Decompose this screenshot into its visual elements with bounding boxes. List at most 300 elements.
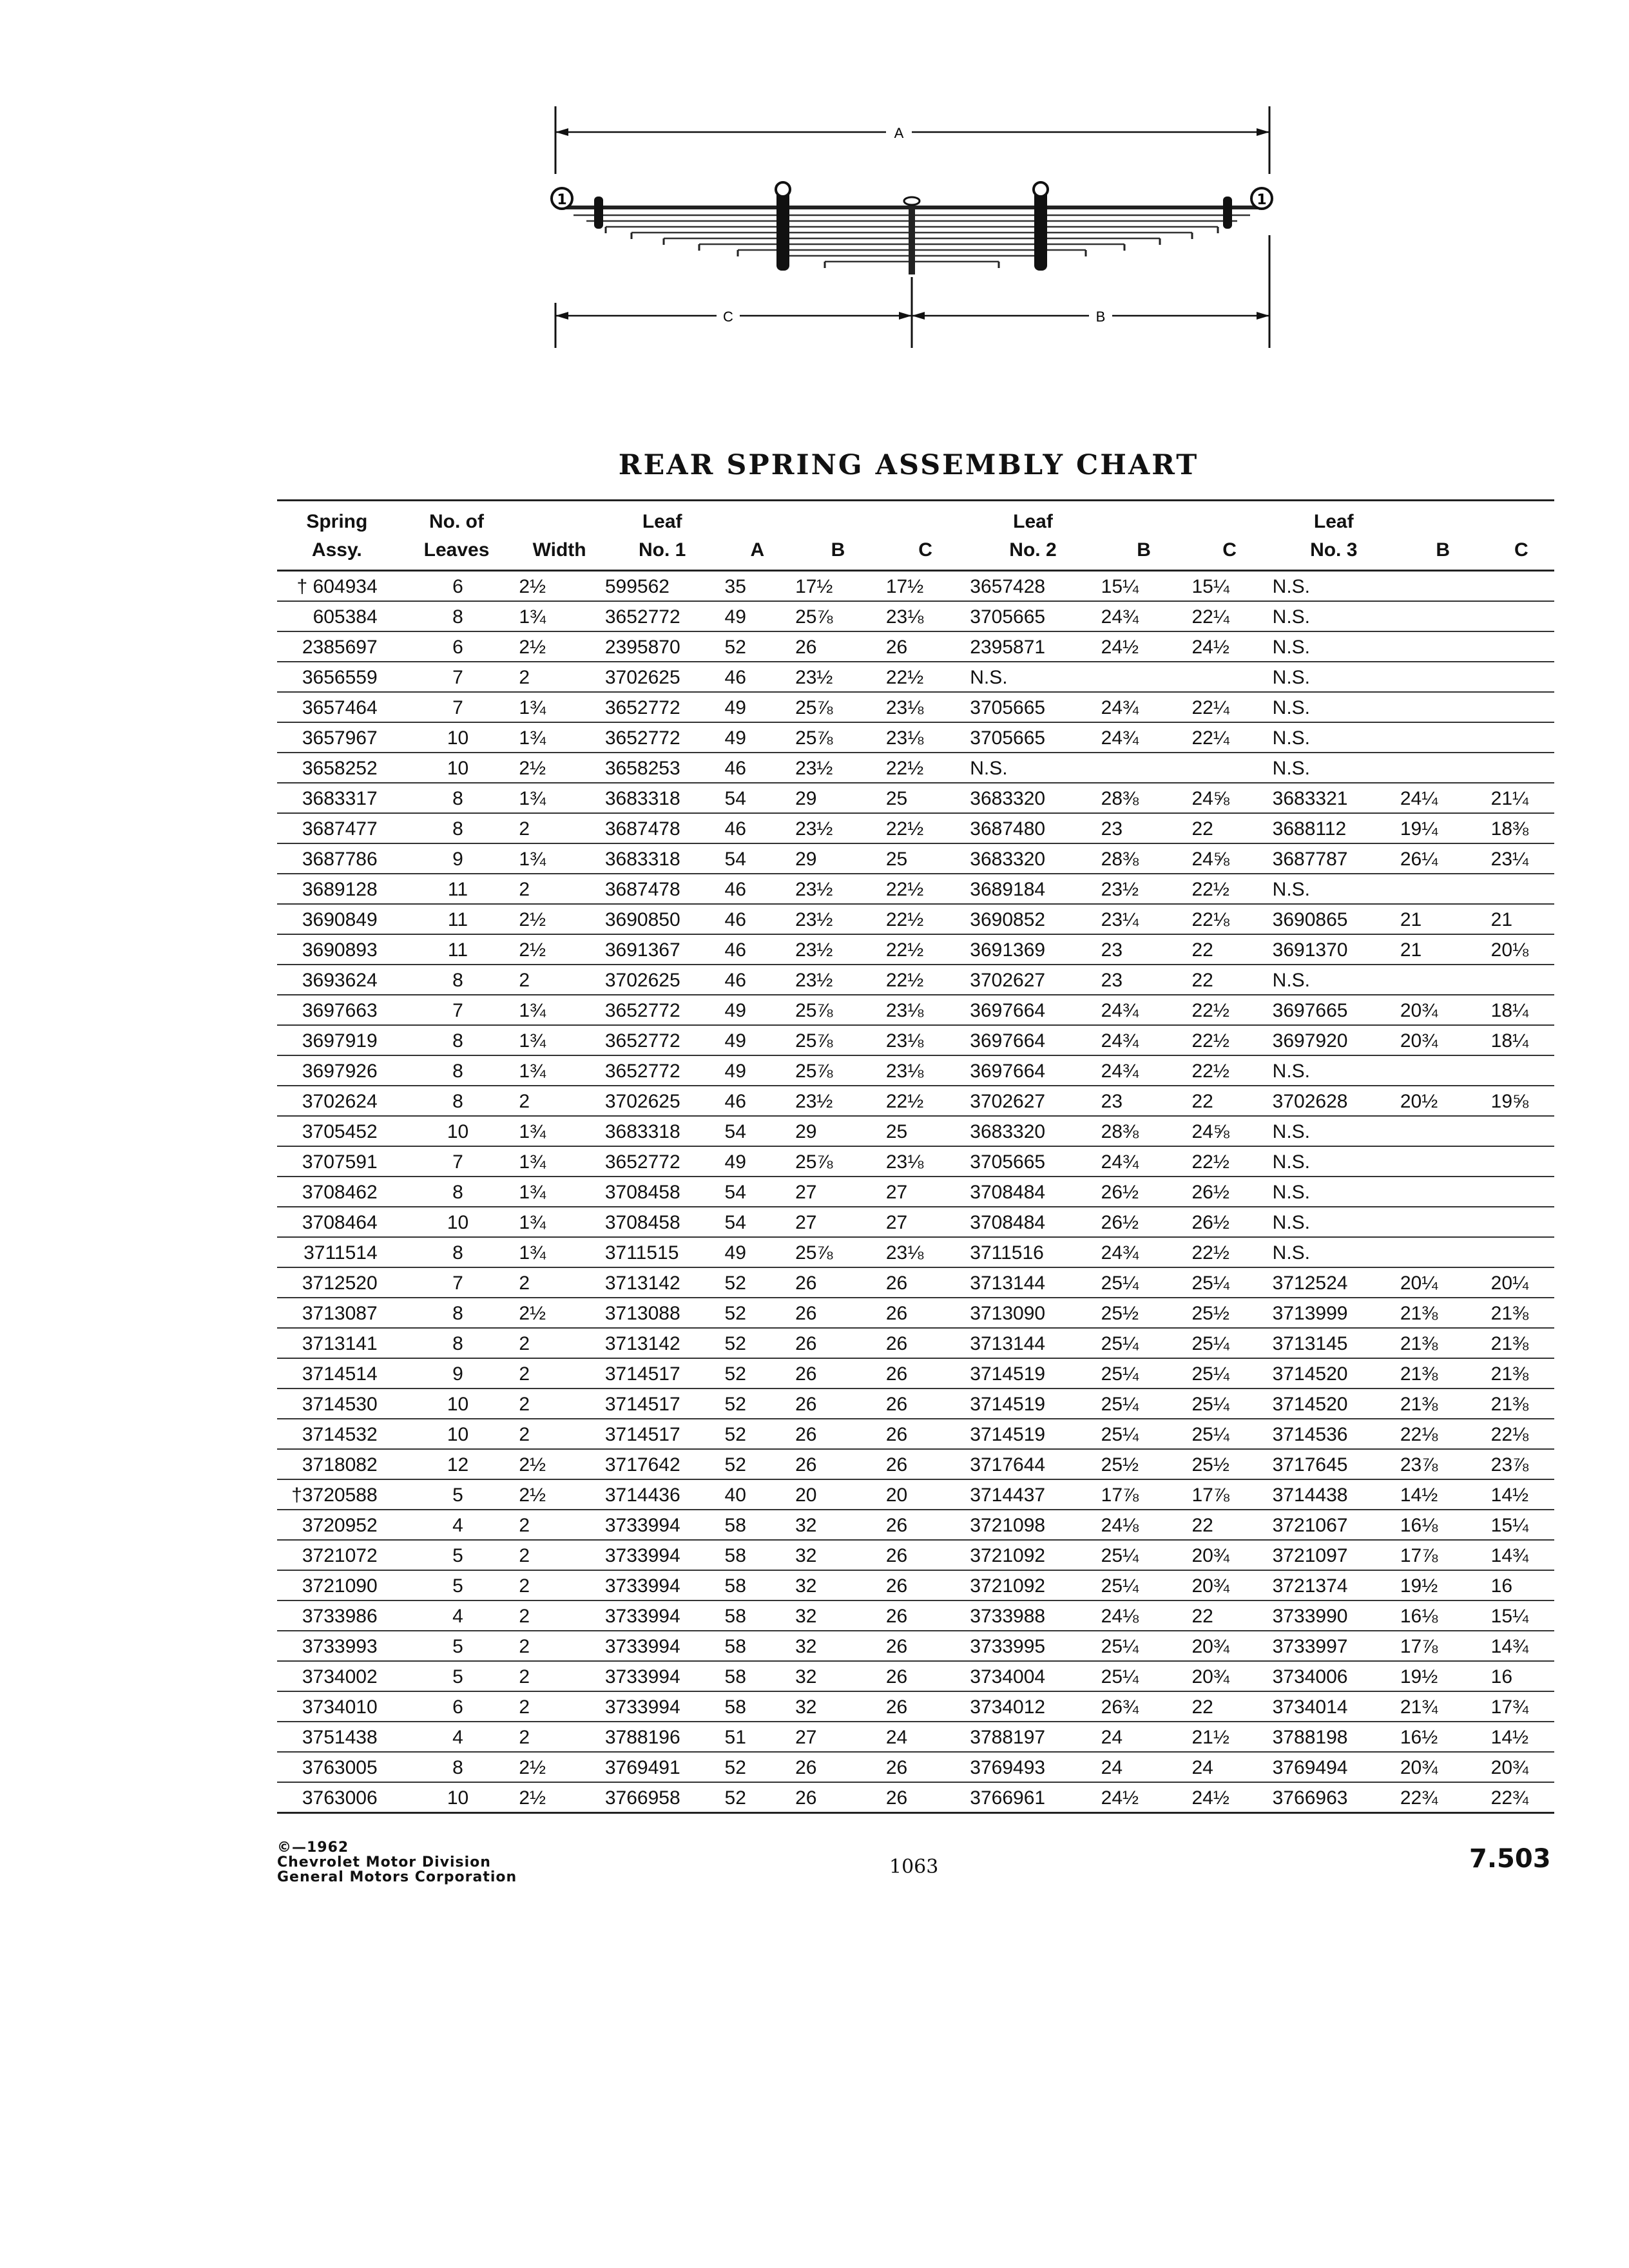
cell-leaf-3: N.S. [1270, 722, 1398, 753]
cell-c1: 22½ [883, 904, 967, 934]
cell-c1: 26 [883, 1691, 967, 1722]
cell-a: 52 [722, 1328, 793, 1358]
table-row [277, 1419, 1554, 1449]
footer-corporation: General Motors Corporation [277, 1869, 517, 1885]
cell-leaves: 7 [397, 1146, 517, 1177]
cell-spring-assy: 3683317 [277, 783, 397, 813]
cell-leaf-2: 3697664 [967, 1055, 1098, 1086]
cell-b3: 17⅞ [1398, 1631, 1489, 1661]
cell-a: 46 [722, 662, 793, 692]
cell-b3: 19½ [1398, 1570, 1489, 1600]
table-row [277, 722, 1554, 753]
cell-leaf-2: 3713144 [967, 1328, 1098, 1358]
col-header-leaf-1: Leaf No. 1 [602, 501, 722, 571]
table-row [277, 1722, 1554, 1752]
cell-a: 49 [722, 1146, 793, 1177]
cell-b2: 28⅜ [1099, 1116, 1190, 1146]
table-row [277, 1025, 1554, 1055]
cell-c2: 22¼ [1189, 692, 1269, 722]
cell-leaf-2: 3705665 [967, 1146, 1098, 1177]
cell-b1: 32 [793, 1631, 883, 1661]
cell-leaf-3: N.S. [1270, 692, 1398, 722]
cell-c2 [1189, 662, 1269, 692]
cell-b2: 26¾ [1099, 1691, 1190, 1722]
table-row [277, 843, 1554, 874]
cell-leaf-3: 3733997 [1270, 1631, 1398, 1661]
footer-division: Chevrolet Motor Division [277, 1854, 491, 1870]
cell-b1: 26 [793, 1328, 883, 1358]
cell-leaf-1: 3702625 [602, 662, 722, 692]
cell-leaves: 8 [397, 1298, 517, 1328]
cell-c2: 20¾ [1189, 1661, 1269, 1691]
cell-width: 1¾ [516, 843, 602, 874]
cell-spring-assy: 3708464 [277, 1207, 397, 1237]
cell-b3 [1398, 965, 1489, 995]
cell-leaf-2: 3713144 [967, 1267, 1098, 1298]
cell-c1: 22½ [883, 934, 967, 965]
cell-c2: 20¾ [1189, 1540, 1269, 1570]
cell-leaf-3: 3714536 [1270, 1419, 1398, 1449]
cell-b3 [1398, 1146, 1489, 1177]
col-header-c2: C [1189, 501, 1269, 571]
table-row [277, 1691, 1554, 1722]
cell-b2: 24⅛ [1099, 1510, 1190, 1540]
cell-b2: 24 [1099, 1722, 1190, 1752]
cell-leaf-2: 3733995 [967, 1631, 1098, 1661]
cell-b2: 24¾ [1099, 1146, 1190, 1177]
cell-b3: 24¼ [1398, 783, 1489, 813]
cell-b1: 25⅞ [793, 601, 883, 631]
cell-b2: 28⅜ [1099, 843, 1190, 874]
cell-b3: 21⅜ [1398, 1298, 1489, 1328]
cell-c1: 23⅛ [883, 722, 967, 753]
cell-spring-assy: †3720588 [277, 1479, 397, 1510]
cell-leaf-3: 3733990 [1270, 1600, 1398, 1631]
cell-leaf-3: 3721374 [1270, 1570, 1398, 1600]
cell-leaf-2: 3717644 [967, 1449, 1098, 1479]
cell-spring-assy: 3763005 [277, 1752, 397, 1782]
cell-leaf-3: 3721097 [1270, 1540, 1398, 1570]
cell-leaf-1: 3658253 [602, 753, 722, 783]
cell-width: 1¾ [516, 1237, 602, 1267]
cell-leaf-1: 599562 [602, 571, 722, 602]
cell-leaf-1: 3714517 [602, 1419, 722, 1449]
cell-leaves: 10 [397, 1207, 517, 1237]
cell-b2: 25¼ [1099, 1661, 1190, 1691]
cell-c2: 22½ [1189, 1146, 1269, 1177]
cell-leaves: 7 [397, 692, 517, 722]
cell-b1: 25⅞ [793, 1237, 883, 1267]
cell-leaves: 4 [397, 1600, 517, 1631]
cell-leaf-3: 3687787 [1270, 843, 1398, 874]
cell-leaf-3: 3788198 [1270, 1722, 1398, 1752]
cell-c2: 22 [1189, 1510, 1269, 1540]
cell-b1: 26 [793, 631, 883, 662]
cell-c1: 26 [883, 1661, 967, 1691]
cell-c2: 22½ [1189, 1025, 1269, 1055]
table-row [277, 934, 1554, 965]
cell-c1: 26 [883, 1298, 967, 1328]
cell-spring-assy: 3714514 [277, 1358, 397, 1389]
cell-c1: 26 [883, 1752, 967, 1782]
cell-c1: 26 [883, 1449, 967, 1479]
cell-leaves: 8 [397, 813, 517, 843]
cell-c1: 26 [883, 1600, 967, 1631]
cell-c1: 25 [883, 843, 967, 874]
cell-c2: 21½ [1189, 1722, 1269, 1752]
cell-c3: 18¼ [1489, 1025, 1554, 1055]
cell-spring-assy: 3714532 [277, 1419, 397, 1449]
cell-leaf-2: 3788197 [967, 1722, 1098, 1752]
cell-b3: 20¾ [1398, 995, 1489, 1025]
cell-leaf-2: 3705665 [967, 722, 1098, 753]
cell-leaves: 4 [397, 1510, 517, 1540]
cell-a: 49 [722, 995, 793, 1025]
cell-leaf-1: 3652772 [602, 722, 722, 753]
cell-leaf-2: 3702627 [967, 965, 1098, 995]
cell-leaves: 10 [397, 753, 517, 783]
cell-spring-assy: 3693624 [277, 965, 397, 995]
cell-c1: 23⅛ [883, 1025, 967, 1055]
cell-b3: 20¾ [1398, 1752, 1489, 1782]
cell-leaf-1: 3708458 [602, 1207, 722, 1237]
cell-b2: 24¾ [1099, 1025, 1190, 1055]
cell-c3: 23¼ [1489, 843, 1554, 874]
cell-leaves: 8 [397, 1086, 517, 1116]
cell-width: 2 [516, 1540, 602, 1570]
cell-leaves: 10 [397, 1419, 517, 1449]
cell-b2: 23 [1099, 813, 1190, 843]
cell-a: 49 [722, 601, 793, 631]
cell-spring-assy: 3708462 [277, 1177, 397, 1207]
cell-b2: 24 [1099, 1752, 1190, 1782]
cell-leaf-2: 3689184 [967, 874, 1098, 904]
cell-leaves: 5 [397, 1479, 517, 1510]
cell-leaf-3: 3713145 [1270, 1328, 1398, 1358]
cell-leaf-1: 3714517 [602, 1389, 722, 1419]
cell-b2: 24¾ [1099, 601, 1190, 631]
cell-b2: 24½ [1099, 631, 1190, 662]
col-header-a: A [722, 501, 793, 571]
cell-b1: 25⅞ [793, 1146, 883, 1177]
cell-b1: 32 [793, 1510, 883, 1540]
cell-b2: 17⅞ [1099, 1479, 1190, 1510]
cell-leaf-1: 3652772 [602, 1146, 722, 1177]
cell-width: 2 [516, 1510, 602, 1540]
cell-b1: 27 [793, 1207, 883, 1237]
cell-b3: 16⅛ [1398, 1510, 1489, 1540]
cell-b3 [1398, 1207, 1489, 1237]
cell-b1: 25⅞ [793, 692, 883, 722]
cell-width: 2 [516, 1419, 602, 1449]
cell-width: 2½ [516, 904, 602, 934]
cell-leaf-1: 3733994 [602, 1600, 722, 1631]
cell-c3: 21 [1489, 904, 1554, 934]
cell-leaf-3: 3691370 [1270, 934, 1398, 965]
table-row [277, 1782, 1554, 1813]
cell-c3 [1489, 1177, 1554, 1207]
cell-b2: 15¼ [1099, 571, 1190, 602]
cell-c1: 23⅛ [883, 1146, 967, 1177]
table-row [277, 753, 1554, 783]
cell-c1: 27 [883, 1207, 967, 1237]
cell-width: 2½ [516, 753, 602, 783]
cell-spring-assy: 3734010 [277, 1691, 397, 1722]
cell-leaves: 5 [397, 1661, 517, 1691]
cell-width: 2½ [516, 1782, 602, 1813]
cell-b1: 26 [793, 1782, 883, 1813]
cell-c1: 26 [883, 1510, 967, 1540]
table-row [277, 1055, 1554, 1086]
cell-b1: 23½ [793, 904, 883, 934]
cell-b3: 16⅛ [1398, 1600, 1489, 1631]
cell-c1: 20 [883, 1479, 967, 1510]
cell-leaf-3: 3734014 [1270, 1691, 1398, 1722]
cell-width: 2 [516, 1661, 602, 1691]
cell-a: 46 [722, 813, 793, 843]
cell-c3: 18¼ [1489, 995, 1554, 1025]
col-header-b1: B [793, 501, 883, 571]
cell-spring-assy: 3707591 [277, 1146, 397, 1177]
cell-spring-assy: 3733993 [277, 1631, 397, 1661]
cell-leaf-1: 3733994 [602, 1691, 722, 1722]
cell-leaf-2: 3711516 [967, 1237, 1098, 1267]
cell-b1: 26 [793, 1419, 883, 1449]
cell-c3: 18⅜ [1489, 813, 1554, 843]
cell-a: 49 [722, 722, 793, 753]
cell-leaf-2: 3697664 [967, 995, 1098, 1025]
cell-leaf-3: N.S. [1270, 571, 1398, 602]
cell-leaves: 4 [397, 1722, 517, 1752]
cell-width: 1¾ [516, 1207, 602, 1237]
cell-leaf-3: N.S. [1270, 965, 1398, 995]
cell-spring-assy: 3702624 [277, 1086, 397, 1116]
cell-a: 54 [722, 1207, 793, 1237]
col-header-c3: C [1489, 501, 1554, 571]
cell-leaf-2: 3714519 [967, 1389, 1098, 1419]
table-row [277, 1510, 1554, 1540]
cell-c1: 26 [883, 1358, 967, 1389]
cell-width: 2 [516, 662, 602, 692]
cell-b2: 24⅛ [1099, 1600, 1190, 1631]
cell-spring-assy: 3714530 [277, 1389, 397, 1419]
cell-leaves: 6 [397, 571, 517, 602]
cell-leaf-3: 3702628 [1270, 1086, 1398, 1116]
cell-leaf-3: N.S. [1270, 1237, 1398, 1267]
cell-a: 46 [722, 934, 793, 965]
cell-c2: 25¼ [1189, 1328, 1269, 1358]
cell-b1: 26 [793, 1267, 883, 1298]
cell-c3: 20¼ [1489, 1267, 1554, 1298]
cell-leaves: 7 [397, 995, 517, 1025]
cell-width: 2 [516, 1600, 602, 1631]
page-number: 1063 [889, 1856, 939, 1878]
cell-spring-assy: 3687477 [277, 813, 397, 843]
table-header-row [277, 501, 1554, 571]
cell-c2: 24½ [1189, 1782, 1269, 1813]
table-row [277, 995, 1554, 1025]
cell-leaves: 11 [397, 874, 517, 904]
table-row [277, 1449, 1554, 1479]
cell-spring-assy: 3712520 [277, 1267, 397, 1298]
cell-leaf-1: 3713142 [602, 1328, 722, 1358]
cell-width: 2½ [516, 631, 602, 662]
cell-b1: 17½ [793, 571, 883, 602]
cell-c3 [1489, 601, 1554, 631]
cell-leaf-3: 3714520 [1270, 1389, 1398, 1419]
col-header-spring-assy: Spring Assy. [277, 501, 397, 571]
cell-c3 [1489, 965, 1554, 995]
cell-leaf-1: 3711515 [602, 1237, 722, 1267]
cell-leaf-3: N.S. [1270, 1116, 1398, 1146]
cell-a: 49 [722, 692, 793, 722]
cell-leaf-1: 3733994 [602, 1661, 722, 1691]
cell-c1: 26 [883, 1570, 967, 1600]
cell-c2: 22½ [1189, 874, 1269, 904]
cell-b1: 29 [793, 843, 883, 874]
cell-a: 35 [722, 571, 793, 602]
cell-b2: 25¼ [1099, 1419, 1190, 1449]
table-row [277, 1631, 1554, 1661]
cell-a: 52 [722, 1298, 793, 1328]
cell-b1: 32 [793, 1661, 883, 1691]
cell-width: 2 [516, 965, 602, 995]
cell-leaf-1: 3733994 [602, 1570, 722, 1600]
cell-c1: 23⅛ [883, 995, 967, 1025]
dim-b-label: B [1095, 309, 1106, 325]
cell-leaf-1: 3683318 [602, 783, 722, 813]
cell-c1: 26 [883, 1782, 967, 1813]
table-row [277, 1570, 1554, 1600]
cell-a: 58 [722, 1661, 793, 1691]
cell-spring-assy: 2385697 [277, 631, 397, 662]
cell-c1: 24 [883, 1722, 967, 1752]
cell-c1: 23⅛ [883, 601, 967, 631]
cell-b1: 23½ [793, 813, 883, 843]
cell-c1: 26 [883, 1328, 967, 1358]
cell-c1: 22½ [883, 753, 967, 783]
cell-spring-assy: 3733986 [277, 1600, 397, 1631]
cell-leaves: 8 [397, 1328, 517, 1358]
cell-spring-assy: 3713087 [277, 1298, 397, 1328]
cell-b3 [1398, 631, 1489, 662]
cell-c3 [1489, 1055, 1554, 1086]
cell-width: 1¾ [516, 601, 602, 631]
cell-c3: 21⅜ [1489, 1298, 1554, 1328]
cell-leaf-2: 3683320 [967, 783, 1098, 813]
cell-b2: 28⅜ [1099, 783, 1190, 813]
cell-leaves: 8 [397, 965, 517, 995]
cell-leaf-3: 3690865 [1270, 904, 1398, 934]
cell-b1: 23½ [793, 965, 883, 995]
cell-leaf-3: N.S. [1270, 1207, 1398, 1237]
cell-leaves: 8 [397, 783, 517, 813]
cell-leaf-2: 3683320 [967, 1116, 1098, 1146]
cell-spring-assy: 3657464 [277, 692, 397, 722]
cell-c1: 26 [883, 1267, 967, 1298]
cell-leaf-1: 3683318 [602, 843, 722, 874]
cell-c2: 22½ [1189, 1055, 1269, 1086]
cell-b2: 25¼ [1099, 1358, 1190, 1389]
cell-c2: 25¼ [1189, 1389, 1269, 1419]
cell-leaf-3: N.S. [1270, 662, 1398, 692]
cell-c2: 22 [1189, 934, 1269, 965]
cell-leaf-2: 3708484 [967, 1207, 1098, 1237]
cell-leaves: 5 [397, 1570, 517, 1600]
table-row [277, 1116, 1554, 1146]
cell-c1: 26 [883, 1389, 967, 1419]
cell-a: 52 [722, 631, 793, 662]
cell-leaf-2: N.S. [967, 662, 1098, 692]
cell-leaves: 7 [397, 1267, 517, 1298]
cell-b1: 26 [793, 1358, 883, 1389]
table-row [277, 1177, 1554, 1207]
cell-b3: 21⅜ [1398, 1328, 1489, 1358]
cell-leaves: 10 [397, 1782, 517, 1813]
cell-c1: 25 [883, 783, 967, 813]
cell-leaf-3: 3714438 [1270, 1479, 1398, 1510]
cell-spring-assy: 3656559 [277, 662, 397, 692]
cell-width: 2 [516, 1691, 602, 1722]
dim-c-label: C [723, 309, 733, 325]
cell-b3: 19½ [1398, 1661, 1489, 1691]
cell-a: 49 [722, 1055, 793, 1086]
cell-b2: 25¼ [1099, 1540, 1190, 1570]
cell-spring-assy: 3658252 [277, 753, 397, 783]
cell-b1: 32 [793, 1691, 883, 1722]
cell-b3 [1398, 692, 1489, 722]
cell-b2: 24¾ [1099, 1237, 1190, 1267]
cell-a: 54 [722, 783, 793, 813]
cell-c1: 25 [883, 1116, 967, 1146]
cell-c2: 25½ [1189, 1449, 1269, 1479]
cell-leaf-1: 3652772 [602, 995, 722, 1025]
cell-b1: 23½ [793, 662, 883, 692]
cell-leaf-2: 3702627 [967, 1086, 1098, 1116]
cell-b1: 27 [793, 1722, 883, 1752]
cell-leaves: 5 [397, 1631, 517, 1661]
cell-b1: 26 [793, 1298, 883, 1328]
cell-leaves: 9 [397, 1358, 517, 1389]
cell-a: 46 [722, 753, 793, 783]
cell-c2: 25¼ [1189, 1358, 1269, 1389]
cell-b3: 20¼ [1398, 1267, 1489, 1298]
cell-leaf-1: 3788196 [602, 1722, 722, 1752]
cell-c2: 22½ [1189, 995, 1269, 1025]
cell-c1: 22½ [883, 1086, 967, 1116]
cell-leaf-3: 3714520 [1270, 1358, 1398, 1389]
cell-b2: 26½ [1099, 1207, 1190, 1237]
cell-leaf-2: 3697664 [967, 1025, 1098, 1055]
cell-b1: 23½ [793, 934, 883, 965]
cell-c3 [1489, 874, 1554, 904]
cell-leaf-1: 3717642 [602, 1449, 722, 1479]
cell-leaf-3: 3734006 [1270, 1661, 1398, 1691]
cell-leaf-3: N.S. [1270, 753, 1398, 783]
cell-spring-assy: 3711514 [277, 1237, 397, 1267]
cell-b1: 25⅞ [793, 995, 883, 1025]
cell-leaf-2: 3714519 [967, 1419, 1098, 1449]
cell-width: 2½ [516, 934, 602, 965]
cell-b1: 29 [793, 1116, 883, 1146]
table-row [277, 692, 1554, 722]
cell-leaves: 11 [397, 934, 517, 965]
cell-c3: 16 [1489, 1570, 1554, 1600]
cell-c2: 24 [1189, 1752, 1269, 1782]
cell-c2: 22 [1189, 1691, 1269, 1722]
cell-leaf-3: 3721067 [1270, 1510, 1398, 1540]
cell-leaf-2: 3721092 [967, 1570, 1098, 1600]
